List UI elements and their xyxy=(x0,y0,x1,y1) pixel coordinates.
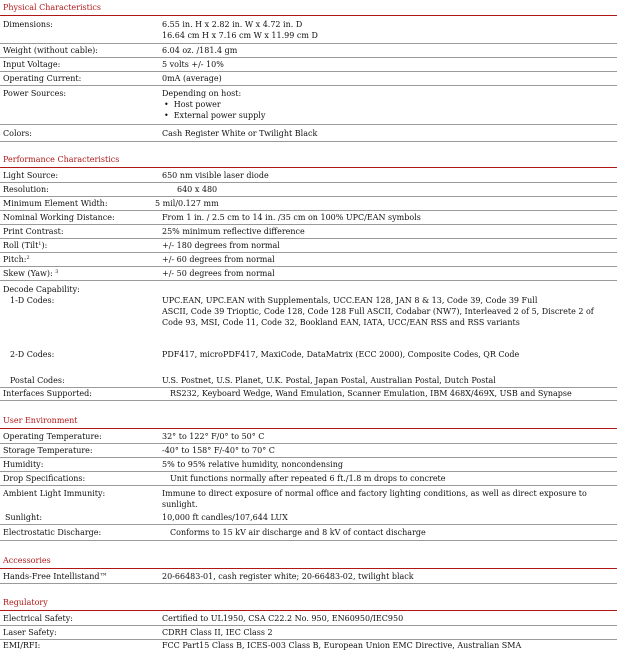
spec-value-line: Immune to direct exposure of normal office and factory lighting conditions, as well as direct exposure to xyxy=(162,489,587,498)
spec-label: Hands-Free Intellistand™ xyxy=(3,572,108,581)
spec-value: +/- 180 degrees from normal xyxy=(162,241,280,250)
spec-label: Nominal Working Distance: xyxy=(3,213,115,222)
spec-label-text: Roll (Tilt xyxy=(3,241,39,250)
spec-value: Unit functions normally after repeated 6 ft./1.8 m drops to concrete xyxy=(170,474,446,483)
spec-value-line: ASCII, Code 39 Trioptic, Code 128, Code 128 Full ASCII, Codabar (NW7), Interleaved 2 of 5, Discrete 2 of xyxy=(162,307,594,316)
spec-value xyxy=(162,88,614,121)
row-rule xyxy=(0,524,617,525)
spec-value: 0mA (average) xyxy=(162,74,222,83)
row-rule xyxy=(0,43,617,44)
spec-label: Weight (without cable): xyxy=(3,46,98,55)
spec-label: Storage Temperature: xyxy=(3,446,93,455)
row-rule xyxy=(0,266,617,267)
spec-label: Resolution: xyxy=(3,185,49,194)
spec-label: Light Source: xyxy=(3,171,59,180)
section-title: User Environment xyxy=(3,416,78,425)
row-rule xyxy=(0,471,617,472)
spec-value xyxy=(162,295,614,328)
spec-value: 25% minimum reflective difference xyxy=(162,227,305,236)
spec-label: Laser Safety: xyxy=(3,628,57,637)
spec-value: RS232, Keyboard Wedge, Wand Emulation, Scanner Emulation, IBM 468X/469X, USB and Synapse xyxy=(170,389,572,398)
spec-label: Dimensions: xyxy=(3,20,53,29)
row-rule xyxy=(0,583,617,584)
spec-value-line: Code 93, MSI, Code 11, Code 32, Bookland EAN, IATA, UCC/EAN RSS and RSS variants xyxy=(162,318,520,327)
spec-value: 10,000 ft candles/107,644 LUX xyxy=(162,513,288,522)
row-rule xyxy=(0,400,617,401)
spec-value: From 1 in. / 2.5 cm to 14 in. /35 cm on 100% UPC/EAN symbols xyxy=(162,213,421,222)
spec-value: -40° to 158° F/-40° to 70° C xyxy=(162,446,275,455)
spec-label: Humidity: xyxy=(3,460,44,469)
row-rule xyxy=(0,71,617,72)
spec-label: Electrostatic Discharge: xyxy=(3,528,102,537)
bullet-item: • External power supply xyxy=(162,110,614,121)
row-rule xyxy=(0,210,617,211)
row-rule xyxy=(0,485,617,486)
spec-label: Decode Capability: xyxy=(3,285,80,294)
row-rule xyxy=(0,57,617,58)
spec-value: 5% to 95% relative humidity, noncondensing xyxy=(162,460,343,469)
section-rule xyxy=(0,428,617,429)
spec-sublabel: 2-D Codes: xyxy=(10,350,55,359)
spec-value: +/- 50 degrees from normal xyxy=(162,269,275,278)
spec-value: FCC Part15 Class B, ICES-003 Class B, European Union EMC Directive, Australian SMA xyxy=(162,641,522,650)
spec-value: 5 mil/0.127 mm xyxy=(155,199,219,208)
footnote-marker: 2 xyxy=(26,255,30,261)
row-rule xyxy=(0,443,617,444)
row-rule xyxy=(0,124,617,125)
spec-value xyxy=(162,488,614,510)
spec-label: Drop Specifications: xyxy=(3,474,86,483)
spec-sublabel: Postal Codes: xyxy=(10,376,65,385)
spec-label: Print Contrast: xyxy=(3,227,64,236)
bullet-item: • Host power xyxy=(162,99,614,110)
section-rule xyxy=(0,167,617,168)
spec-value: 32° to 122° F/0° to 50° C xyxy=(162,432,265,441)
spec-value-line: 16.64 cm H x 7.16 cm W x 11.99 cm D xyxy=(162,31,318,40)
spec-label xyxy=(3,240,47,251)
spec-label-text: ): xyxy=(41,241,48,250)
spec-label: Electrical Safety: xyxy=(3,614,73,623)
spec-value: 6.04 oz. /181.4 gm xyxy=(162,46,238,55)
spec-value-line: Depending on host: xyxy=(162,89,242,98)
row-rule xyxy=(0,224,617,225)
section-title: Regulatory xyxy=(3,598,48,607)
spec-label-text: Skew (Yaw): xyxy=(3,269,56,278)
spec-value: PDF417, microPDF417, MaxiCode, DataMatrix (ECC 2000), Composite Codes, QR Code xyxy=(162,350,520,359)
spec-label: Operating Temperature: xyxy=(3,432,102,441)
row-rule xyxy=(0,141,617,142)
row-rule xyxy=(0,196,617,197)
spec-label: Input Voltage: xyxy=(3,60,61,69)
section-rule xyxy=(0,610,617,611)
spec-value: U.S. Postnet, U.S. Planet, U.K. Postal, Japan Postal, Australian Postal, Dutch Postal xyxy=(162,376,496,385)
spec-label: Interfaces Supported: xyxy=(3,389,92,398)
spec-sublabel: Sunlight: xyxy=(5,513,43,522)
spec-label: EMI/RFI: xyxy=(3,641,41,650)
spec-value: 650 nm visible laser diode xyxy=(162,171,269,180)
spec-label: Minimum Element Width: xyxy=(3,199,108,208)
spec-value: 5 volts +/- 10% xyxy=(162,60,224,69)
spec-value: CDRH Class II, IEC Class 2 xyxy=(162,628,273,637)
row-rule xyxy=(0,540,617,541)
spec-value: Conforms to 15 kV air discharge and 8 kV of contact discharge xyxy=(170,528,426,537)
spec-value: +/- 60 degrees from normal xyxy=(162,255,275,264)
spec-label: Colors: xyxy=(3,129,32,138)
row-rule xyxy=(0,252,617,253)
spec-value xyxy=(162,19,614,41)
footnote-marker: 3 xyxy=(55,269,59,275)
spec-label xyxy=(3,254,30,265)
spec-value-line: sunlight. xyxy=(162,500,198,509)
section-title: Accessories xyxy=(3,556,51,565)
section-environment xyxy=(0,416,619,546)
spec-value-line: UPC.EAN, UPC.EAN with Supplementals, UCC.EAN 128, JAN 8 & 13, Code 39, Code 39 Full xyxy=(162,296,538,305)
spec-value-line: 6.55 in. H x 2.82 in. W x 4.72 in. D xyxy=(162,20,303,29)
section-title: Physical Characteristics xyxy=(3,3,101,12)
spec-value: 20-66483-01, cash register white; 20-66483-02, twilight black xyxy=(162,572,414,581)
row-rule xyxy=(0,182,617,183)
row-rule xyxy=(0,238,617,239)
section-rule xyxy=(0,15,617,16)
section-regulatory xyxy=(0,598,619,653)
section-physical xyxy=(0,3,619,143)
section-performance xyxy=(0,155,619,405)
spec-value: Certified to UL1950, CSA C22.2 No. 950, EN60950/IEC950 xyxy=(162,614,404,623)
spec-label: Ambient Light Immunity: xyxy=(3,489,106,498)
spec-label: Power Sources: xyxy=(3,89,67,98)
row-rule xyxy=(0,457,617,458)
spec-value: 640 x 480 xyxy=(177,185,218,194)
spec-sublabel: 1-D Codes: xyxy=(10,296,55,305)
section-title: Performance Characteristics xyxy=(3,155,120,164)
footnote-marker: 1 xyxy=(38,241,42,247)
section-accessories xyxy=(0,556,619,586)
row-rule xyxy=(0,280,617,281)
spec-label-text: Pitch: xyxy=(3,255,27,264)
section-rule xyxy=(0,568,617,569)
spec-label xyxy=(3,268,58,279)
spec-label: Operating Current: xyxy=(3,74,82,83)
row-rule xyxy=(0,85,617,86)
spec-value: Cash Register White or Twilight Black xyxy=(162,129,318,138)
row-rule xyxy=(0,625,617,626)
